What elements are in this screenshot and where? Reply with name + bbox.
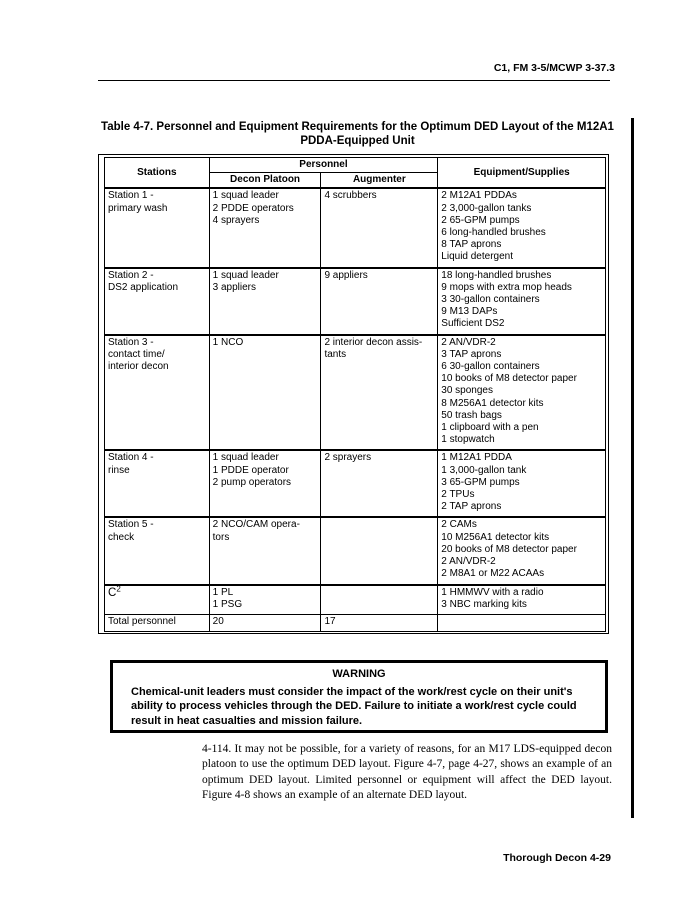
cell-line: 3 appliers: [212, 281, 257, 293]
cell-line: 4 scrubbers: [324, 190, 377, 202]
decon-cell: [209, 450, 321, 517]
cell-line: 2 TPUs: [441, 489, 475, 501]
body-paragraph: 4-114. It may not be possible, for a variety of reasons, for an M17 LDS-equipped decon platoon to use the optimum DED layout. Figure 4-7, page 4-27, shows an example of an optimum DED layout. Limited personnel or equipment will affect the DED layout. Figure 4-8 shows an example of an alternate DED layout.: [202, 743, 612, 801]
decon-cell: [209, 335, 321, 451]
cell-line: 2 sprayers: [324, 452, 372, 464]
cell-line: 4 sprayers: [212, 214, 260, 226]
station-cell: [105, 517, 210, 584]
table-title: [95, 120, 620, 148]
decon-cell: [209, 517, 321, 584]
cell-line: 2 65-GPM pumps: [441, 214, 520, 226]
cell-line: 6 30-gallon containers: [441, 361, 540, 373]
cell-line: 8 M256A1 detector kits: [441, 397, 544, 409]
cell-line: 9 mops with extra mop heads: [441, 281, 572, 293]
cell-line: 1 stopwatch: [441, 434, 495, 446]
cell-line: 1 PSG: [212, 598, 243, 610]
cell-line: 2 M8A1 or M22 ACAAs: [441, 568, 545, 580]
total-decon-cell: 20: [209, 614, 321, 631]
cell-line: Station 4 -: [108, 452, 154, 464]
cell-line: 3 30-gallon containers: [441, 294, 540, 306]
cell-line: 1 M12A1 PDDA: [441, 452, 512, 464]
cell-line: 10 M256A1 detector kits: [441, 531, 550, 543]
table-row-station-5: [105, 517, 606, 584]
total-equipment-cell: [438, 614, 606, 631]
cell-line: interior decon: [108, 361, 169, 373]
table-row-c2: [105, 585, 606, 615]
equipment-cell: [438, 335, 606, 451]
cell-line: 9 M13 DAPs: [441, 306, 498, 318]
station-cell: [105, 335, 210, 451]
cell-line: tants: [324, 348, 347, 360]
total-augmenter-cell: 17: [321, 614, 438, 631]
augmenter-cell: [321, 335, 438, 451]
cell-line: 1 HMMWV with a radio: [441, 586, 544, 598]
cell-line: 1 PDDE operator: [212, 464, 289, 476]
cell-line: 20 books of M8 detector paper: [441, 543, 577, 555]
decon-cell: [209, 268, 321, 335]
running-header: C1, FM 3-5/MCWP 3-37.3: [493, 62, 615, 74]
cell-line: Liquid detergent: [441, 251, 514, 263]
cell-line: 50 trash bags: [441, 409, 502, 421]
cell-line: primary wash: [108, 202, 168, 214]
cell-line: 1 clipboard with a pen: [441, 422, 539, 434]
warning-title: WARNING: [332, 668, 386, 680]
cell-line: 2 pump operators: [212, 476, 292, 488]
c2-station-superscript: 2: [116, 584, 121, 594]
cell-line: 2 CAMs: [441, 519, 477, 531]
cell-line: 3 NBC marking kits: [441, 598, 527, 610]
cell-line: 2 3,000-gallon tanks: [441, 202, 532, 214]
cell-line: Station 5 -: [108, 519, 154, 531]
cell-line: 2 PDDE operators: [212, 202, 294, 214]
header-personnel: Personnel: [209, 158, 438, 173]
cell-line: 1 PL: [212, 586, 234, 598]
table-title-line-1: Table 4-7. Personnel and Equipment Requirements for the Optimum DED Layout of the M12A1: [101, 121, 614, 133]
cell-line: Station 2 -: [108, 269, 154, 281]
augmenter-cell: [321, 188, 438, 267]
station-cell: [105, 188, 210, 267]
cell-line: Station 3 -: [108, 336, 154, 348]
table-row-station-4: [105, 450, 606, 517]
cell-line: 3 65-GPM pumps: [441, 476, 520, 488]
cell-line: 10 books of M8 detector paper: [441, 373, 577, 385]
c2-station-label: C: [108, 586, 117, 599]
c2-decon-cell: [209, 585, 321, 615]
cell-line: Sufficient DS2: [441, 318, 505, 330]
total-label-cell: Total personnel: [105, 614, 210, 631]
station-cell: [105, 450, 210, 517]
cell-line: 2 interior decon assis-: [324, 336, 423, 348]
cell-line: tors: [212, 531, 230, 543]
header-augmenter: Augmenter: [321, 173, 438, 189]
header-decon-platoon: Decon Platoon: [209, 173, 321, 189]
cell-line: 2 TAP aprons: [441, 501, 502, 513]
cell-line: 1 3,000-gallon tank: [441, 464, 527, 476]
table-body: [105, 188, 606, 631]
change-bar: [631, 118, 634, 818]
cell-line: check: [108, 531, 135, 543]
cell-line: 8 TAP aprons: [441, 239, 502, 251]
cell-line: 2 AN/VDR-2: [441, 336, 496, 348]
cell-line: 9 appliers: [324, 269, 368, 281]
c2-equipment-cell: [438, 585, 606, 615]
decon-cell: [209, 188, 321, 267]
cell-line: 2 M12A1 PDDAs: [441, 190, 517, 202]
cell-line: 18 long-handled brushes: [441, 269, 552, 281]
cell-line: contact time/: [108, 348, 165, 360]
equipment-cell: [438, 517, 606, 584]
augmenter-cell: [321, 517, 438, 584]
table-row-station-2: [105, 268, 606, 335]
cell-line: 1 NCO: [212, 336, 244, 348]
header-equipment: Equipment/Supplies: [438, 158, 606, 189]
cell-line: Station 1 -: [108, 190, 154, 202]
augmenter-cell: [321, 268, 438, 335]
c2-augmenter-cell: [321, 585, 438, 615]
cell-line: 1 squad leader: [212, 269, 279, 281]
augmenter-cell: [321, 450, 438, 517]
cell-line: 2 NCO/CAM opera-: [212, 519, 300, 531]
equipment-cell: [438, 268, 606, 335]
cell-line: 1 squad leader: [212, 190, 279, 202]
header-stations: Stations: [105, 158, 210, 189]
cell-line: DS2 application: [108, 281, 179, 293]
table-row-total: [105, 614, 606, 631]
cell-line: rinse: [108, 464, 130, 476]
requirements-table: [104, 157, 606, 632]
cell-line: 3 TAP aprons: [441, 348, 502, 360]
station-cell: [105, 268, 210, 335]
header-rule: [98, 80, 610, 81]
running-footer: Thorough Decon 4-29: [503, 852, 611, 864]
warning-box: [110, 660, 608, 733]
equipment-cell: [438, 450, 606, 517]
cell-line: 1 squad leader: [212, 452, 279, 464]
c2-station-cell: [105, 585, 210, 615]
table-title-line-2: PDDA-Equipped Unit: [300, 135, 415, 147]
table-row-station-3: [105, 335, 606, 451]
warning-text: Chemical-unit leaders must consider the impact of the work/rest cycle on their unit's ability to process vehicles through the DED. Failure to initiate a work/rest cycle could result in heat casualties and mission failure.: [131, 686, 577, 727]
table-row-station-1: [105, 188, 606, 267]
cell-line: 30 sponges: [441, 385, 493, 397]
cell-line: 6 long-handled brushes: [441, 227, 546, 239]
equipment-cell: [438, 188, 606, 267]
cell-line: 2 AN/VDR-2: [441, 556, 496, 568]
